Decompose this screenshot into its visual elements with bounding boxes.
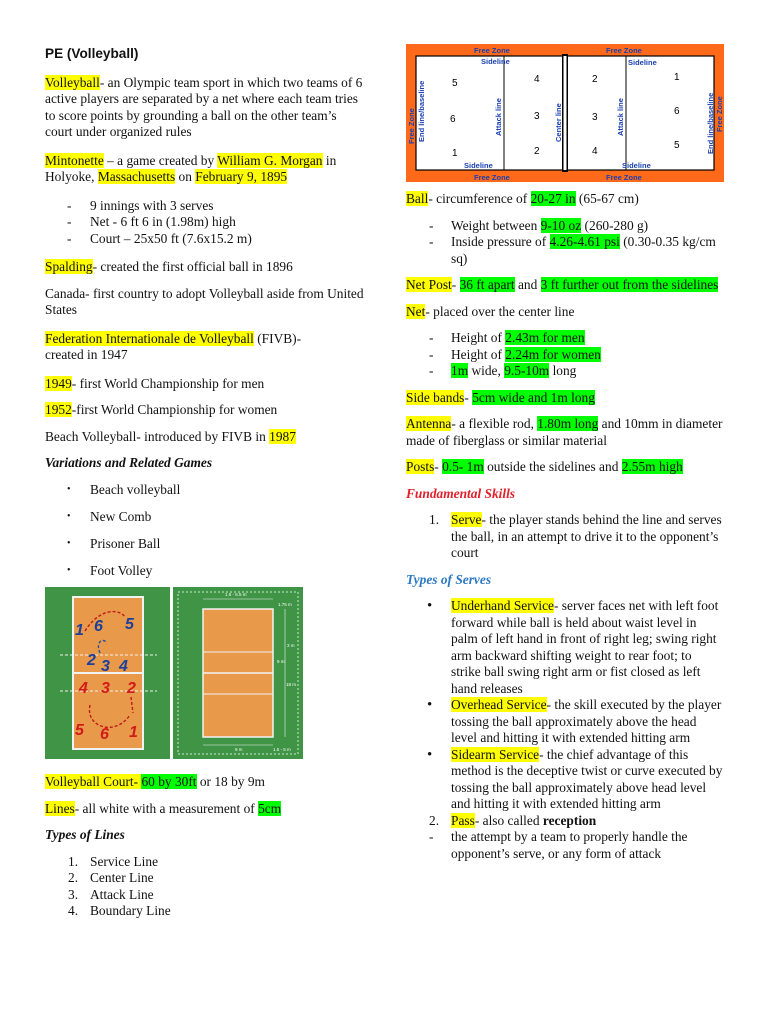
free-zone-label: Free Zone <box>474 173 510 182</box>
fivb-term: Federation Internationale de Volleyball <box>45 330 254 346</box>
dimensions-diagram <box>173 587 303 759</box>
lines-list <box>45 854 365 920</box>
rotation-diagram <box>45 587 170 759</box>
state-name: Massachusetts <box>97 169 176 184</box>
position-number: 4 <box>592 146 598 157</box>
diagram-number: 2 <box>127 680 136 697</box>
y1949-paragraph <box>45 376 365 393</box>
antenna-rest: and 10mm in diameter made of fiberglass or similar material <box>406 416 723 448</box>
dimension-label: 9 m <box>277 659 285 664</box>
ball-list <box>406 218 724 268</box>
list-item: - Weight between 9-10 oz (260-280 g) <box>429 217 649 233</box>
list-item: - Height of 2.24m for women <box>429 346 601 362</box>
serve-item <box>406 512 724 562</box>
beach-text: Beach Volleyball- introduced by FIVB in <box>45 428 270 444</box>
list-item-text: Inside pressure of <box>451 234 550 249</box>
variations-heading: Variations and Related Games <box>45 455 213 470</box>
list-item-text: Foot Volley <box>90 562 153 578</box>
serves-list <box>406 598 724 813</box>
list-item: 1. Service Line <box>68 853 159 869</box>
list-item-text: (260-280 g) <box>581 217 649 233</box>
antenna-length: 1.80m long <box>537 416 599 431</box>
ball-rest: (65-67 cm) <box>575 191 639 206</box>
net-term: Net <box>406 303 426 319</box>
list-item: • New Comb <box>67 508 152 524</box>
pass-detail: - the attempt by a team to properly handle the opponent’s serve, or any form of attack <box>429 829 688 861</box>
list-item-text: Attack Line <box>90 886 154 902</box>
pass-reception: reception <box>542 812 597 828</box>
dimension-label: 18 m <box>286 682 297 687</box>
list-item: - Height of 2.43m for men <box>429 330 585 345</box>
posts-mid: outside the sidelines and <box>483 459 622 474</box>
mintonette-paragraph <box>45 153 365 186</box>
volleyball-definition <box>45 75 365 141</box>
position-number: 2 <box>592 74 598 85</box>
dimension-label: 1.5 - 6.5 m <box>225 592 247 597</box>
net-post-paragraph <box>406 277 724 294</box>
posts-distance: 0.5- 1m <box>442 459 484 474</box>
court-sep: - <box>133 774 142 789</box>
page-title: PE (Volleyball) <box>45 46 139 61</box>
serve-type-term: Overhead Service <box>451 697 547 712</box>
side-bands-sep: - <box>464 389 473 405</box>
court-size-paragraph <box>45 774 365 791</box>
list-item: • Prisoner Ball <box>67 535 161 551</box>
side-bands-paragraph <box>406 390 724 407</box>
spalding-term: Spalding <box>45 259 93 274</box>
diagram-number: 4 <box>119 658 128 675</box>
diagram-number: 1 <box>129 724 138 741</box>
lines-text: - all white with a measurement of <box>74 800 259 816</box>
pass-item <box>406 813 724 830</box>
mintonette-text-2: in Holyoke, <box>45 152 337 184</box>
ball-term: Ball <box>406 191 429 206</box>
attack-line-label: Attack line <box>494 98 503 136</box>
list-item: 2. Center Line <box>68 870 154 885</box>
position-number: 1 <box>452 148 458 159</box>
diagram-number: 3 <box>101 658 110 675</box>
antenna-text: - a flexible rod, <box>451 416 538 431</box>
net-post-distance: 36 ft apart <box>459 277 515 292</box>
variations-list <box>45 482 365 580</box>
spalding-text: - created the first official ball in 1896 <box>92 259 293 274</box>
free-zone-label: Free Zone <box>606 46 642 55</box>
serve-type-term: Sidearm Service <box>451 746 540 762</box>
list-item: - Court – 25x50 ft (7.6x15.2 m) <box>67 230 252 246</box>
volleyball-term: Volleyball <box>45 74 100 90</box>
free-zone-label: Free Zone <box>606 173 642 182</box>
list-item: 4. Boundary Line <box>68 903 171 918</box>
net-text: - placed over the center line <box>425 303 575 319</box>
list-item: • Beach volleyball <box>67 481 181 497</box>
position-number: 5 <box>452 78 458 89</box>
court-rest: or 18 by 9m <box>196 774 265 789</box>
list-item: • Overhead Service- the skill executed by the player tossing the ball approximately above the head level and hitting it with extended hitting arm <box>427 697 722 745</box>
net-post-offset: 3 ft further out from the sidelines <box>540 277 719 292</box>
y1952-text: -first World Championship for women <box>71 402 278 417</box>
posts-term: Posts <box>406 459 435 474</box>
position-number: 3 <box>534 111 540 122</box>
position-number: 6 <box>450 114 456 125</box>
list-item-text: Height of <box>451 346 506 362</box>
types-of-serves-heading: Types of Serves <box>406 571 492 587</box>
antenna-term: Antenna <box>406 416 452 431</box>
net-post-mid: and <box>514 277 541 292</box>
list-item-text: wide, <box>468 363 505 378</box>
court-dims: 60 by 30ft <box>141 774 197 789</box>
end-line-label: End line/baseline <box>417 80 426 142</box>
ball-pressure: 4.26-4.61 psi <box>549 234 620 249</box>
fundamental-skills-heading: Fundamental Skills <box>406 485 516 501</box>
list-item: - Inside pressure of 4.26-4.61 psi (0.30-0.35 kg/cm sq) <box>429 234 716 266</box>
mintonette-text-3: on <box>175 169 196 184</box>
list-item: • Foot Volley <box>67 562 153 578</box>
beach-paragraph <box>45 429 365 446</box>
position-number: 2 <box>534 146 540 157</box>
net-paragraph <box>406 304 724 321</box>
fivb-created: created in 1947 <box>45 347 128 362</box>
mintonette-term: Mintonette <box>45 152 104 168</box>
serve-type-text: - server faces net with left foot forward while ball is held about waist level in palm of left hand in front of right leg; swing right arm backward shifting weight to rear foot; to strike ball swing right arm or fist closed as left hand releases <box>451 598 719 696</box>
diagram-number: 1 <box>75 622 84 639</box>
sideline-label: Sideline <box>622 161 651 170</box>
dimension-label: 1.75 m <box>278 602 292 607</box>
position-number: 4 <box>534 74 540 85</box>
list-item: - Net - 6 ft 6 in (1.98m) high <box>67 214 236 229</box>
lines-paragraph <box>45 801 365 818</box>
free-zone-label: Free Zone <box>407 108 416 144</box>
list-item: - 1m wide, 9.5-10m long <box>429 363 577 378</box>
dimension-label: 3 m <box>287 643 295 648</box>
pass-detail-text: the attempt by a team to properly handle the opponent’s serve, or any form of attack <box>451 829 688 861</box>
list-item: • Underhand Service- server faces net with left foot forward while ball is held about waist level in palm of left hand in front of right leg; swing right arm backward shifting weight to rear foot; to strike ball swing right arm or fist closed as left hand releases <box>427 598 719 696</box>
center-line-label: Center line <box>554 103 563 142</box>
diagram-number: 5 <box>125 616 134 633</box>
inventor-name: William G. Morgan <box>217 152 323 168</box>
mintonette-text-1: – a game created by <box>103 152 218 168</box>
year-1987: 1987 <box>269 428 296 444</box>
court-diagram <box>406 44 724 182</box>
net-length: 9.5-10m <box>504 363 550 378</box>
list-item-text: Weight between <box>451 217 541 233</box>
position-number: 1 <box>674 72 680 83</box>
net-post-term: Net Post <box>406 277 452 292</box>
list-item-text: Height of <box>451 330 506 345</box>
list-item-text: Center Line <box>90 870 154 885</box>
year-1952: 1952 <box>45 402 72 417</box>
canada-paragraph: Canada- first country to adopt Volleyball aside from United States <box>45 285 364 317</box>
sideline-label: Sideline <box>481 57 510 66</box>
net-post-sep: - <box>451 277 460 292</box>
diagram-number: 4 <box>79 680 88 697</box>
list-number: 2. <box>429 812 440 828</box>
list-item: • Sidearm Service- the chief advantage of this method is the deceptive twist or curve executed by tossing the ball approximately above head level and hitting it with extended hitting arm <box>427 746 723 811</box>
net-list <box>406 330 724 380</box>
position-number: 3 <box>592 112 598 123</box>
mintonette-date: February 9, 1895 <box>195 169 288 184</box>
net-height-men: 2.43m for men <box>505 330 585 345</box>
ball-paragraph <box>406 191 724 208</box>
lines-value: 5cm <box>258 800 282 816</box>
left-column-lower <box>45 774 365 920</box>
diagram-number: 2 <box>87 652 96 669</box>
court-term: Volleyball Court <box>45 774 134 789</box>
left-column <box>45 46 365 579</box>
pass-term: Pass <box>451 812 475 828</box>
list-item-text: Boundary Line <box>90 903 171 918</box>
list-item-text: Service Line <box>90 853 159 869</box>
net-width: 1m <box>451 363 469 378</box>
y1949-text: - first World Championship for men <box>71 375 265 391</box>
diagram-number: 5 <box>75 722 84 739</box>
posts-height: 2.55m high <box>621 459 683 474</box>
antenna-paragraph <box>406 416 724 449</box>
ball-text: - circumference of <box>428 191 531 206</box>
diagram-number: 6 <box>94 618 103 635</box>
list-number: 1. <box>429 512 440 527</box>
fivb-text: (FIVB)- <box>253 330 302 346</box>
free-zone-label: Free Zone <box>474 46 510 55</box>
serve-type-term: Underhand Service <box>451 598 554 613</box>
list-item: 3. Attack Line <box>68 886 154 902</box>
side-bands-size: 5cm wide and 1m long <box>472 389 595 405</box>
y1952-paragraph <box>45 402 365 419</box>
posts-paragraph <box>406 459 724 476</box>
pass-text: - also called <box>474 812 543 828</box>
serve-type-text: - the chief advantage of this method is the deceptive twist or curve executed by tossing the ball approximately above head level and hitting it with extended hitting arm <box>451 746 723 811</box>
serve-text: - the player stands behind the line and serves the ball, in an attempt to drive it to the opponent’s court <box>451 512 722 560</box>
sideline-label: Sideline <box>464 161 493 170</box>
list-item-text: 9 innings with 3 serves <box>90 197 214 213</box>
lines-term: Lines <box>45 800 75 816</box>
end-line-label: End line/baseline <box>706 92 715 154</box>
posts-sep: - <box>434 459 443 474</box>
side-bands-term: Side bands <box>406 389 465 405</box>
fivb-paragraph <box>45 331 365 364</box>
list-item-text: Net - 6 ft 6 in (1.98m) high <box>90 214 236 229</box>
list-item-text: (0.30-0.35 kg/cm sq) <box>451 234 716 266</box>
diagram-number: 3 <box>101 680 110 697</box>
position-number: 6 <box>674 106 680 117</box>
sideline-label: Sideline <box>628 58 657 67</box>
serve-term: Serve <box>451 512 482 527</box>
diagram-number: 6 <box>100 726 109 743</box>
list-item-text: New Comb <box>90 508 152 524</box>
volleyball-definition-text: - an Olympic team sport in which two teams of 6 active players are separated by a net where each team tries to score points by grounding a ball on the other team’s court under organized rules <box>45 74 363 139</box>
attack-line-label: Attack line <box>616 98 625 136</box>
mintonette-list <box>45 198 365 248</box>
serve-type-text: - the skill executed by the player tossing the ball approximately above the head level and hitting it with extended hitting arm <box>451 697 722 745</box>
list-item-text: Prisoner Ball <box>90 535 161 551</box>
free-zone-label: Free Zone <box>715 96 724 132</box>
dimension-label: 9 m <box>235 747 243 752</box>
ball-weight: 9-10 oz <box>540 217 582 233</box>
list-item: - 9 innings with 3 serves <box>67 197 214 213</box>
list-item-text: Beach volleyball <box>90 481 181 497</box>
spalding-paragraph <box>45 259 365 276</box>
dimension-label: 1.5 - 5 m <box>273 747 291 752</box>
lines-heading: Types of Lines <box>45 827 125 842</box>
right-column <box>406 191 724 862</box>
net-height-women: 2.24m for women <box>505 346 601 362</box>
year-1949: 1949 <box>45 375 72 391</box>
list-item-text: long <box>549 363 577 378</box>
list-item-text: Court – 25x50 ft (7.6x15.2 m) <box>90 230 252 246</box>
position-number: 5 <box>674 140 680 151</box>
ball-circumference: 20-27 in <box>530 191 576 206</box>
